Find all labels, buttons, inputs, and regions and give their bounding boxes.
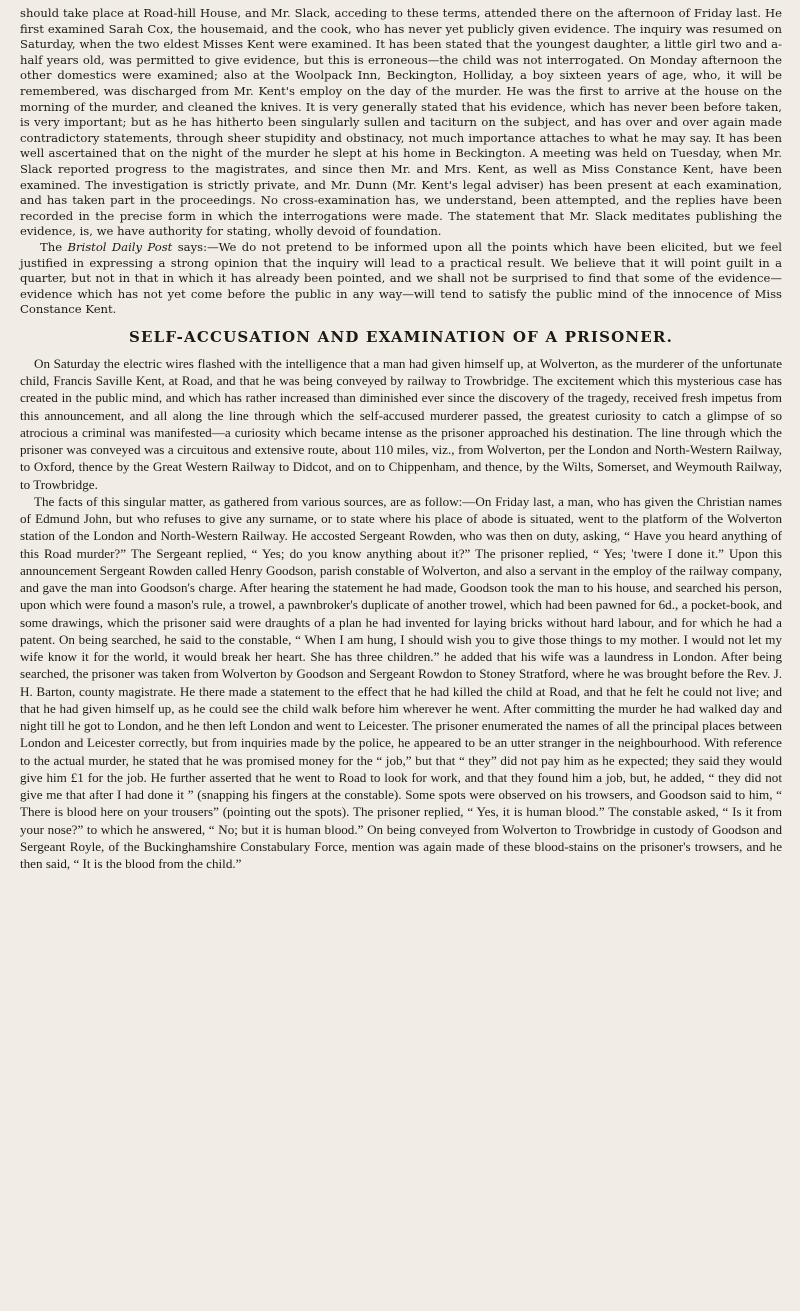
section-heading: SELF-ACCUSATION AND EXAMINATION OF A PRISONER. <box>128 327 673 346</box>
self-accusation-article <box>20 355 782 873</box>
paragraph-body: says:—We do not pretend to be informed upon all the points which have been elicited, but we feel justified in expressing a strong opinion that the inquiry will lead to a practical result. We believe that it will point guilt in a quarter, but not in that in which it has already been pointed, and we shall not be surprised to find that some of the evidence—evidence which has not yet come before the public in any way—will tend to satisfy the public mind of the innocence of Miss Constance Kent. <box>20 239 783 317</box>
article-paragraph: should take place at Road-hill House, and Mr. Slack, acceding to these terms, attended there on the afternoon of Friday last. He first examined Sarah Cox, the housemaid, and the cook, who has never yet publicly given evidence. The inquiry was resumed on Saturday, when the two eldest Misses Kent were examined. It has been stated that the youngest daughter, a little girl two and a-half years old, was permitted to give evidence, but this is erroneous—the child was not interrogated. On Monday afternoon the other domestics were examined; also at the Woolpack Inn, Beckington, Holliday, a boy sixteen years of age, who, it will be remembered, was discharged from Mr. Kent's employ on the day of the murder. He was the first to arrive at the house on the morning of the murder, and cleaned the knives. It is very generally stated that his evidence, which has never been before taken, is very important; but as he has hitherto been singularly sullen and taciturn on the subject, and has over and over again made contradictory statements, through sheer stupidity and obstinacy, not much importance attaches to what he may say. It has been well ascertained that on the night of the murder he slept at his home in Beckington. A meeting was held on Tuesday, when Mr. Slack reported progress to the magistrates, and since then Mr. and Mrs. Kent, as well as Miss Constance Kent, have been examined. The investigation is strictly private, and Mr. Dunn (Mr. Kent's legal adviser) has been present at each examination, and has taken part in the proceedings. No cross-examination has, we understand, been attempted, and the replies have been recorded in the precise form in which the interrogations were made. The statement that Mr. Slack meditates publishing the evidence, is, we have authority for stating, wholly devoid of foundation. <box>20 6 782 239</box>
article-paragraph: On Saturday the electric wires flashed with the intelligence that a man had given himself up, at Wolverton, as the murderer of the unfortunate child, Francis Saville Kent, at Road, and that he was being conveyed by railway to Trowbridge. The excitement which this mysterious case has created in the public mind, and which has rather increased than diminished ever since the discovery of the tragedy, received fresh impetus from this announcement, and all along the line through which the self-accused murderer passed, the greatest curiosity to catch a glimpse of so atrocious a criminal was manifested—a curiosity which became intense as the prisoner approached his destination. The line through which the prisoner was conveyed was a circuitous and extensive route, about 110 miles, viz., from Wolverton, per the London and North-Western Railway, to Oxford, thence by the Great Western Railway to Didcot, and on to Chippenham, and thence, by the Wilts, Somerset, and Weymouth Railway, to Trowbridge. <box>20 355 782 492</box>
article-paragraph: The facts of this singular matter, as gathered from various sources, are as follow:—On Friday last, a man, who has given the Christian names of Edmund John, but who refuses to give any surname, or to state where his place of abode is situated, went to the platform of the Wolverton station of the London and North-Western Railway. He accosted Sergeant Rowden, who was then on duty, asking, “ Have you heard anything of this Road murder?” The Sergeant replied, “ Yes; do you know anything about it?” The prisoner replied, “ Yes; 'twere I done it.” Upon this announcement Sergeant Rowden called Henry Goodson, parish constable of Wolverton, and also a servant in the employ of the railway company, and gave the man into Goodson's charge. After hearing the statement he had made, Goodson took the man to his house, and searched his person, upon which were found a mason's rule, a trowel, a pawnbroker's duplicate of another trowel, which had been pawned for 6d., a pocket-book, and some drawings, which the prisoner said were draughts of a plan he had invented for laying bricks without hard labour, and for which he had a patent. On being searched, he said to the constable, “ When I am hung, I should wish you to give those things to my mother. I would not let my wife know it for the world, it would break her heart. She has three children.” he added that his wife was a laundress in London. After being searched, the prisoner was taken from Wolverton by Goodson and Sergeant Rowdon to Stoney Stratford, where he was brought before the Rev. J. H. Barton, county magistrate. He there made a statement to the effect that he had killed the child at Road, and that he felt he could not live; and that he had given himself up, as he could see the child walk before him wherever he went. After committing the murder he had walked day and night till he got to London, and he then left London and went to Leicester. The prisoner enumerated the names of all the principal places between London and Leicester correctly, but from inquiries made by the police, he appeared to be an utter stranger in the neighbourhood. With reference to the actual murder, he stated that he was promised money for the “ job,” but that “ they” did not pay him as he expected; they said they would give him £1 for the job. He further asserted that he went to Road to look for work, and that they found him a job, but, he added, “ they did not give me that after I had done it ” (snapping his fingers at the constable). Some spots were observed on his trowsers, and Goodson said to him, “ There is blood here on your trousers” (pointing out the spots). The prisoner replied, “ Yes, it is human blood.” The constable asked, “ Is it from your nose?” to which he answered, “ No; but it is human blood.” On being conveyed from Wolverton to Trowbridge in custody of Goodson and Sergeant Royle, of the Buckinghamshire Constabulary Force, mention was again made of these blood-stains on the prisoner's trowsers, and he then said, “ It is the blood from the child.” <box>20 493 782 872</box>
paragraph-lead: The <box>40 239 68 254</box>
newspaper-title: Bristol Daily Post <box>67 239 173 254</box>
bristol-daily-post-paragraph <box>20 240 782 318</box>
road-hill-inquiry-article <box>20 6 782 318</box>
